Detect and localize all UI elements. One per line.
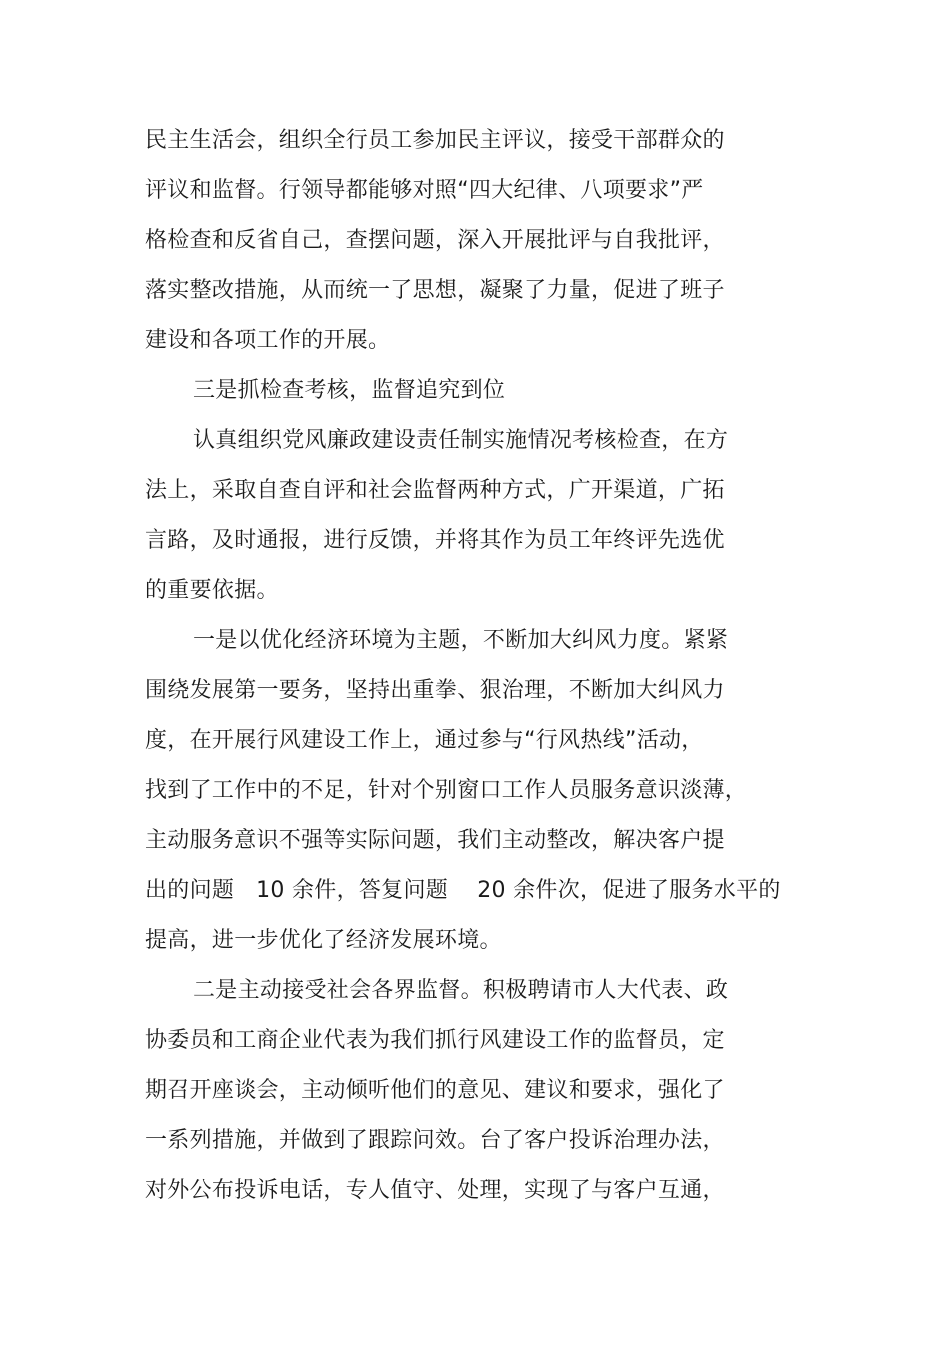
text-line: 言路，及时通报，进行反馈，并将其作为员工年终评先选优 xyxy=(145,528,725,553)
paragraph-start: 一是以优化经济环境为主题，不断加大纠风力度。紧紧 xyxy=(193,628,729,653)
text-line: 一系列措施，并做到了跟踪问效。台了客户投诉治理办法， xyxy=(145,1128,725,1153)
text-line: 期召开座谈会，主动倾听他们的意见、建议和要求，强化了 xyxy=(145,1078,725,1103)
paragraph-start: 二是主动接受社会各界监督。积极聘请市人大代表、政 xyxy=(193,978,729,1003)
text-line: 法上，采取自查自评和社会监督两种方式，广开渠道，广拓 xyxy=(145,478,725,503)
text-line: 提高，进一步优化了经济发展环境。 xyxy=(145,928,502,953)
text-line: 落实整改措施，从而统一了思想，凝聚了力量，促进了班子 xyxy=(145,278,725,303)
text-line: 出的问题 10 余件，答复问题 20 余件次，促进了服务水平的 xyxy=(145,878,781,903)
text-line: 格检查和反省自己，查摆问题，深入开展批评与自我批评， xyxy=(145,228,725,253)
text-line: 评议和监督。行领导都能够对照“四大纪律、八项要求”严 xyxy=(145,178,704,203)
text-line: 对外公布投诉电话，专人值守、处理，实现了与客户互通， xyxy=(145,1178,725,1203)
text-line: 的重要依据。 xyxy=(145,578,279,603)
text-line: 主动服务意识不强等实际问题，我们主动整改，解决客户提 xyxy=(145,828,725,853)
text-line: 度，在开展行风建设工作上，通过参与“行风热线”活动， xyxy=(145,728,704,753)
text-line: 找到了工作中的不足，针对个别窗口工作人员服务意识淡薄， xyxy=(145,778,748,803)
text-line: 民主生活会，组织全行员工参加民主评议，接受干部群众的 xyxy=(145,128,725,153)
text-line: 协委员和工商企业代表为我们抓行风建设工作的监督员，定 xyxy=(145,1028,725,1053)
text-line: 围绕发展第一要务，坚持出重拳、狠治理，不断加大纠风力 xyxy=(145,678,725,703)
text-line: 建设和各项工作的开展。 xyxy=(145,328,391,353)
section-heading: 三是抓检查考核，监督追究到位 xyxy=(193,378,506,403)
paragraph-start: 认真组织党风廉政建设责任制实施情况考核检查，在方 xyxy=(193,428,729,453)
